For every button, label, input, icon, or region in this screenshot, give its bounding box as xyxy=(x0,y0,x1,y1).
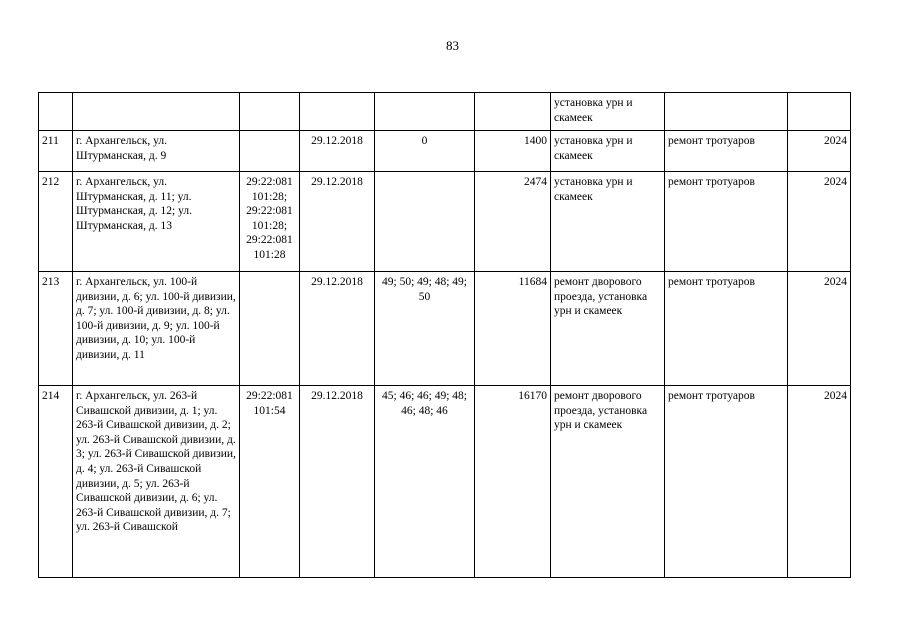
cell-works: установка урн и скамеек xyxy=(551,93,665,131)
cell-works: ремонт дворового проезда, установка урн и скамеек xyxy=(551,386,665,578)
cell-area: 1400 xyxy=(475,131,551,172)
cell-works-extra: ремонт тротуаров xyxy=(665,131,788,172)
cell-works-extra: ремонт тротуаров xyxy=(665,172,788,272)
cell-houses: 0 xyxy=(375,131,475,172)
cell-area: 11684 xyxy=(475,272,551,386)
cell-area: 16170 xyxy=(475,386,551,578)
registry-table xyxy=(38,92,851,578)
cell-cadastral xyxy=(240,386,300,578)
table-row-continuation xyxy=(39,93,851,131)
cell-date: 29.12.2018 xyxy=(300,131,375,172)
cadastral-number-line: 29:22:081 xyxy=(246,176,293,188)
cell-works-extra: ремонт тротуаров xyxy=(665,272,788,386)
cell-date: 29.12.2018 xyxy=(300,172,375,272)
cell-works-extra: ремонт тротуаров xyxy=(665,386,788,578)
cell-houses: 49; 50; 49; 48; 49; 50 xyxy=(375,272,475,386)
cadastral-number-line: 101:28 xyxy=(253,248,286,261)
cell-address: г. Архангельск, ул. Штурманская, д. 11; ул. Штурманская, д. 12; ул. Штурманская, д. 13 xyxy=(73,172,240,272)
cadastral-number-line: 101:54 xyxy=(253,404,286,417)
cell-cadastral xyxy=(240,93,300,131)
table-row xyxy=(39,272,851,386)
cadastral-number-line: 29:22:081 xyxy=(246,390,293,402)
cell-num: 213 xyxy=(39,272,73,386)
page-number: 83 xyxy=(446,38,459,53)
cell-cadastral xyxy=(240,131,300,172)
cell-houses xyxy=(375,172,475,272)
cell-address: г. Архангельск, ул. 263-й Сивашской дивизии, д. 1; ул. 263-й Сивашской дивизии, д. 2; ул. 263-й Сивашской дивизии, д. 3; ул. 263-й Сивашской дивизии, д. 4; ул. 263-й Сивашской дивизии, д. 5; ул. 263-й Сивашской дивизии, д. 6; ул. 263-й Сивашской дивизии, д. 7; ул. 263-й Сивашской xyxy=(73,386,240,578)
cell-num: 212 xyxy=(39,172,73,272)
cell-date: 29.12.2018 xyxy=(300,386,375,578)
cell-address: г. Архангельск, ул. 100-й дивизии, д. 6; ул. 100-й дивизии, д. 7; ул. 100-й дивизии, д. 8; ул. 100-й дивизии, д. 9; ул. 100-й дивизии, д. 10; ул. 100-й дивизии, д. 11 xyxy=(73,272,240,386)
cell-houses xyxy=(375,93,475,131)
cell-works-extra xyxy=(665,93,788,131)
cadastral-number-line: 101:28; xyxy=(251,219,288,232)
cell-area xyxy=(475,93,551,131)
cell-year xyxy=(788,93,851,131)
cell-year: 2024 xyxy=(788,131,851,172)
cadastral-number-line: 101:28; xyxy=(251,190,288,203)
cell-num: 211 xyxy=(39,131,73,172)
cell-num xyxy=(39,93,73,131)
cell-cadastral xyxy=(240,172,300,272)
cell-houses: 45; 46; 46; 49; 48; 46; 48; 46 xyxy=(375,386,475,578)
cell-year: 2024 xyxy=(788,172,851,272)
cell-cadastral xyxy=(240,272,300,386)
cadastral-number-line: 29:22:081 xyxy=(246,205,293,218)
cell-address xyxy=(73,93,240,131)
cell-area: 2474 xyxy=(475,172,551,272)
cell-address: г. Архангельск, ул. Штурманская, д. 9 xyxy=(73,131,240,172)
cell-num: 214 xyxy=(39,386,73,578)
table-row xyxy=(39,172,851,272)
cell-works: ремонт дворового проезда, установка урн и скамеек xyxy=(551,272,665,386)
cell-works: установка урн и скамеек xyxy=(551,131,665,172)
cell-date xyxy=(300,93,375,131)
cadastral-number-line: 29:22:081 xyxy=(246,234,293,247)
cell-works: установка урн и скамеек xyxy=(551,172,665,272)
table-row xyxy=(39,386,851,578)
cell-year: 2024 xyxy=(788,386,851,578)
table-row xyxy=(39,131,851,172)
cell-year: 2024 xyxy=(788,272,851,386)
cell-date: 29.12.2018 xyxy=(300,272,375,386)
